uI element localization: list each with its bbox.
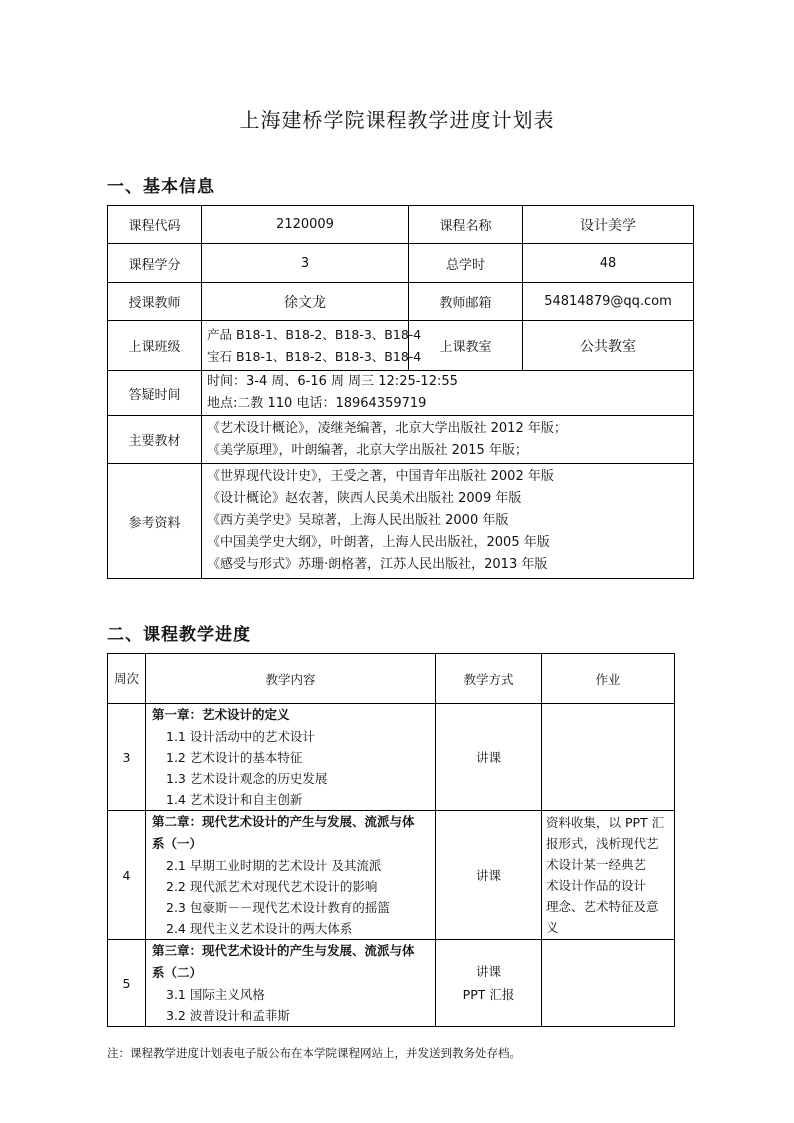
basic-info-table: [107, 205, 694, 579]
room-label: 上课教室: [409, 321, 523, 371]
subsection: 2.4 现代主义艺术设计的两大体系: [166, 921, 353, 936]
chapter-title: 第二章：现代艺术设计的产生与发展、流派与体: [152, 814, 415, 829]
progress-table: [107, 653, 675, 1027]
email-value: 54814879@qq.com: [523, 283, 694, 321]
week-cell: 3: [108, 704, 146, 811]
page-title: 上海建桥学院课程教学进度计划表: [239, 108, 555, 132]
reference-line: 《西方美学史》吴琼著，上海人民出版社 2000 年版: [207, 513, 509, 528]
credit-value: 3: [202, 244, 409, 283]
content-cell: [146, 811, 436, 940]
homework-line: 术设计某一经典艺: [546, 857, 647, 872]
class-line: 产品 B18-1、B18-2、B18-3、B18-4: [207, 326, 422, 342]
reference-line: 《感受与形式》苏珊·朗格著，江苏人民出版社，2013 年版: [207, 557, 548, 572]
homework-cell: [542, 940, 675, 1027]
content-cell: [146, 704, 436, 811]
office-hours-value: [202, 371, 694, 416]
week-cell: 4: [108, 811, 146, 940]
table-row: [108, 811, 675, 940]
teacher-value: 徐文龙: [202, 283, 409, 321]
homework-line: 报形式，浅析现代艺: [546, 836, 659, 851]
teacher-label: 授课教师: [108, 283, 202, 321]
hours-value: 48: [523, 244, 694, 283]
chapter-title: 第三章：现代艺术设计的产生与发展、流派与体: [152, 943, 415, 958]
homework-line: 术设计作品的设计: [546, 878, 647, 893]
subsection: 1.3 艺术设计观念的历史发展: [166, 771, 328, 786]
footnote: 注：课程教学进度计划表电子版公布在本学院课程网站上，并发送到教务处存档。: [107, 1046, 521, 1060]
class-value: [202, 321, 422, 371]
method-line: 讲课: [475, 964, 501, 979]
reference-line: 《世界现代设计史》，王受之著，中国青年出版社 2002 年版: [207, 469, 554, 484]
chapter-title: 系（二）: [152, 965, 203, 980]
textbook-line: 《美学原理》，叶朗编著，北京大学出版社 2015 年版；: [207, 442, 528, 458]
course-name-label: 课程名称: [409, 206, 523, 244]
course-code-label: 课程代码: [108, 206, 202, 244]
homework-cell: [542, 704, 675, 811]
method-cell: [436, 940, 542, 1027]
reference-line: 《设计概论》赵农著，陕西人民美术出版社 2009 年版: [207, 491, 522, 506]
hours-label: 总学时: [409, 244, 523, 283]
credit-label: 课程学分: [108, 244, 202, 283]
class-line: 宝石 B18-1、B18-2、B18-3、B18-4: [207, 348, 422, 364]
subsection: 2.2 现代派艺术对现代艺术设计的影响: [166, 879, 378, 894]
header-week: 周次: [108, 654, 146, 704]
method-cell: 讲课: [436, 811, 542, 940]
subsection: 3.2 波普设计和孟菲斯: [166, 1008, 290, 1023]
content-cell: [146, 940, 436, 1027]
section-heading-basic-info: 一、基本信息: [107, 177, 215, 197]
subsection: 2.3 包豪斯－－现代艺术设计教育的摇篮: [166, 900, 390, 915]
reference-line: 《中国美学史大纲》，叶朗著，上海人民出版社，2005 年版: [207, 535, 550, 550]
reference-value: [202, 464, 694, 579]
subsection: 1.1 设计活动中的艺术设计: [166, 729, 315, 744]
subsection: 1.4 艺术设计和自主创新: [166, 792, 303, 807]
header-homework: 作业: [542, 654, 675, 704]
header-content: 教学内容: [146, 654, 436, 704]
subsection: 3.1 国际主义风格: [166, 987, 265, 1002]
class-label: 上课班级: [108, 321, 202, 371]
homework-line: 资料收集，以 PPT 汇: [546, 815, 665, 830]
subsection: 1.2 艺术设计的基本特征: [166, 750, 303, 765]
email-label: 教师邮箱: [409, 283, 523, 321]
method-line: PPT 汇报: [462, 987, 515, 1002]
textbook-value: [202, 416, 694, 464]
textbook-line: 《艺术设计概论》，凌继尧编著，北京大学出版社 2012 年版；: [207, 420, 567, 436]
office-hours-label: 答疑时间: [108, 371, 202, 416]
office-line: 时间：3-4 周、6-16 周 周三 12:25-12:55: [207, 374, 458, 389]
homework-cell: [542, 811, 675, 940]
section-heading-progress: 二、课程教学进度: [107, 625, 251, 645]
chapter-title: 系（一）: [152, 836, 203, 851]
table-row: [108, 940, 675, 1027]
chapter-title: 第一章：艺术设计的定义: [152, 707, 290, 722]
header-method: 教学方式: [436, 654, 542, 704]
method-cell: 讲课: [436, 704, 542, 811]
table-row: [108, 704, 675, 811]
week-cell: 5: [108, 940, 146, 1027]
course-code-value: 2120009: [202, 206, 409, 244]
homework-line: 义: [546, 920, 559, 935]
room-value: 公共教室: [523, 321, 694, 371]
homework-line: 理念、艺术特征及意: [546, 899, 659, 914]
reference-label: 参考资料: [108, 464, 202, 579]
subsection: 2.1 早期工业时期的艺术设计 及其流派: [166, 858, 382, 873]
course-name-value: 设计美学: [523, 206, 694, 244]
textbook-label: 主要教材: [108, 416, 202, 464]
office-line: 地点:二教 110 电话：18964359719: [207, 396, 427, 411]
